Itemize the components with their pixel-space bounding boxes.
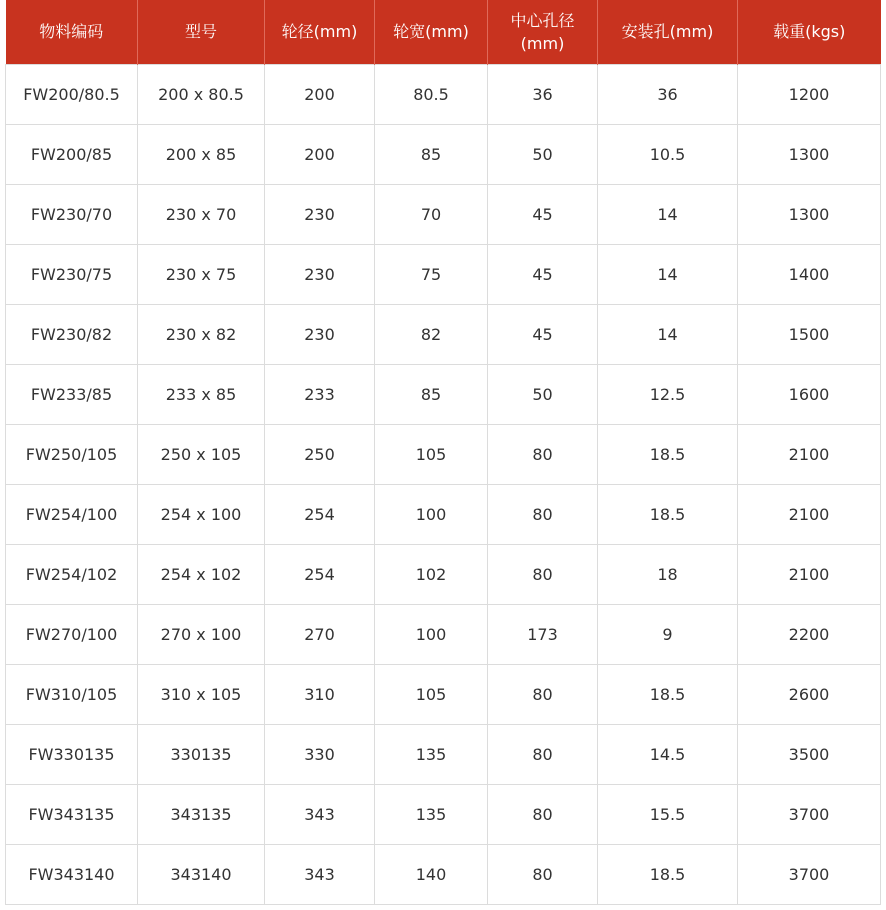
cell-wheel-diameter: 343 [265, 844, 375, 904]
cell-center-hole: 80 [488, 844, 598, 904]
cell-model: 200 x 80.5 [138, 64, 265, 124]
table-body [6, 64, 881, 904]
cell-model: 230 x 82 [138, 304, 265, 364]
cell-load: 1300 [738, 184, 881, 244]
cell-model: 230 x 70 [138, 184, 265, 244]
cell-model: 343140 [138, 844, 265, 904]
cell-load: 3700 [738, 784, 881, 844]
header-center-hole: 中心孔径 (mm) [488, 0, 598, 64]
cell-center-hole: 45 [488, 184, 598, 244]
cell-load: 1200 [738, 64, 881, 124]
cell-wheel-diameter: 230 [265, 184, 375, 244]
spec-table [5, 0, 881, 905]
cell-model: 254 x 102 [138, 544, 265, 604]
cell-center-hole: 50 [488, 364, 598, 424]
cell-wheel-diameter: 343 [265, 784, 375, 844]
cell-wheel-diameter: 254 [265, 544, 375, 604]
cell-mounting-hole: 14 [598, 244, 738, 304]
table-row [6, 424, 881, 484]
cell-model: 310 x 105 [138, 664, 265, 724]
cell-wheel-width: 135 [375, 724, 488, 784]
cell-mounting-hole: 18.5 [598, 844, 738, 904]
cell-center-hole: 80 [488, 724, 598, 784]
cell-wheel-width: 75 [375, 244, 488, 304]
spec-table-container [5, 0, 880, 905]
cell-wheel-diameter: 230 [265, 244, 375, 304]
table-row [6, 304, 881, 364]
cell-material-code: FW330135 [6, 724, 138, 784]
cell-wheel-width: 100 [375, 604, 488, 664]
cell-mounting-hole: 14.5 [598, 724, 738, 784]
cell-material-code: FW200/85 [6, 124, 138, 184]
cell-wheel-diameter: 310 [265, 664, 375, 724]
cell-load: 2200 [738, 604, 881, 664]
cell-model: 270 x 100 [138, 604, 265, 664]
cell-wheel-width: 85 [375, 124, 488, 184]
table-row [6, 724, 881, 784]
cell-wheel-diameter: 233 [265, 364, 375, 424]
cell-material-code: FW250/105 [6, 424, 138, 484]
cell-mounting-hole: 18.5 [598, 664, 738, 724]
header-mounting-hole: 安装孔(mm) [598, 0, 738, 64]
cell-material-code: FW254/100 [6, 484, 138, 544]
cell-load: 3500 [738, 724, 881, 784]
header-material-code: 物料编码 [6, 0, 138, 64]
cell-wheel-diameter: 230 [265, 304, 375, 364]
table-row [6, 184, 881, 244]
cell-model: 254 x 100 [138, 484, 265, 544]
cell-material-code: FW343135 [6, 784, 138, 844]
cell-wheel-width: 140 [375, 844, 488, 904]
cell-material-code: FW200/80.5 [6, 64, 138, 124]
table-row [6, 784, 881, 844]
cell-wheel-width: 102 [375, 544, 488, 604]
cell-wheel-width: 135 [375, 784, 488, 844]
cell-model: 250 x 105 [138, 424, 265, 484]
cell-center-hole: 80 [488, 664, 598, 724]
cell-load: 1600 [738, 364, 881, 424]
cell-center-hole: 45 [488, 244, 598, 304]
header-wheel-width: 轮宽(mm) [375, 0, 488, 64]
cell-mounting-hole: 18 [598, 544, 738, 604]
cell-model: 330135 [138, 724, 265, 784]
cell-wheel-diameter: 330 [265, 724, 375, 784]
cell-wheel-diameter: 250 [265, 424, 375, 484]
table-header [6, 0, 881, 64]
table-row [6, 844, 881, 904]
cell-load: 2600 [738, 664, 881, 724]
cell-wheel-width: 100 [375, 484, 488, 544]
cell-wheel-diameter: 254 [265, 484, 375, 544]
cell-mounting-hole: 15.5 [598, 784, 738, 844]
cell-load: 2100 [738, 544, 881, 604]
cell-material-code: FW230/75 [6, 244, 138, 304]
cell-material-code: FW233/85 [6, 364, 138, 424]
cell-mounting-hole: 14 [598, 304, 738, 364]
cell-mounting-hole: 9 [598, 604, 738, 664]
cell-wheel-diameter: 270 [265, 604, 375, 664]
table-row [6, 64, 881, 124]
cell-wheel-width: 80.5 [375, 64, 488, 124]
cell-model: 200 x 85 [138, 124, 265, 184]
cell-material-code: FW343140 [6, 844, 138, 904]
cell-load: 3700 [738, 844, 881, 904]
cell-mounting-hole: 36 [598, 64, 738, 124]
cell-center-hole: 80 [488, 544, 598, 604]
cell-model: 233 x 85 [138, 364, 265, 424]
header-row [6, 0, 881, 64]
table-row [6, 544, 881, 604]
cell-load: 2100 [738, 484, 881, 544]
header-wheel-diameter: 轮径(mm) [265, 0, 375, 64]
cell-mounting-hole: 10.5 [598, 124, 738, 184]
cell-center-hole: 50 [488, 124, 598, 184]
cell-wheel-width: 85 [375, 364, 488, 424]
cell-model: 343135 [138, 784, 265, 844]
cell-load: 1500 [738, 304, 881, 364]
cell-load: 2100 [738, 424, 881, 484]
cell-wheel-width: 105 [375, 664, 488, 724]
cell-wheel-width: 70 [375, 184, 488, 244]
cell-wheel-diameter: 200 [265, 64, 375, 124]
cell-material-code: FW254/102 [6, 544, 138, 604]
cell-mounting-hole: 12.5 [598, 364, 738, 424]
table-row [6, 244, 881, 304]
cell-load: 1300 [738, 124, 881, 184]
cell-load: 1400 [738, 244, 881, 304]
cell-mounting-hole: 18.5 [598, 424, 738, 484]
table-row [6, 124, 881, 184]
header-load: 载重(kgs) [738, 0, 881, 64]
cell-center-hole: 80 [488, 784, 598, 844]
table-row [6, 484, 881, 544]
cell-mounting-hole: 18.5 [598, 484, 738, 544]
cell-center-hole: 36 [488, 64, 598, 124]
cell-mounting-hole: 14 [598, 184, 738, 244]
cell-center-hole: 173 [488, 604, 598, 664]
table-row [6, 604, 881, 664]
table-row [6, 664, 881, 724]
header-model: 型号 [138, 0, 265, 64]
cell-wheel-diameter: 200 [265, 124, 375, 184]
cell-wheel-width: 82 [375, 304, 488, 364]
cell-center-hole: 45 [488, 304, 598, 364]
cell-material-code: FW270/100 [6, 604, 138, 664]
cell-material-code: FW230/70 [6, 184, 138, 244]
cell-material-code: FW230/82 [6, 304, 138, 364]
cell-center-hole: 80 [488, 484, 598, 544]
table-row [6, 364, 881, 424]
cell-wheel-width: 105 [375, 424, 488, 484]
cell-center-hole: 80 [488, 424, 598, 484]
cell-material-code: FW310/105 [6, 664, 138, 724]
cell-model: 230 x 75 [138, 244, 265, 304]
